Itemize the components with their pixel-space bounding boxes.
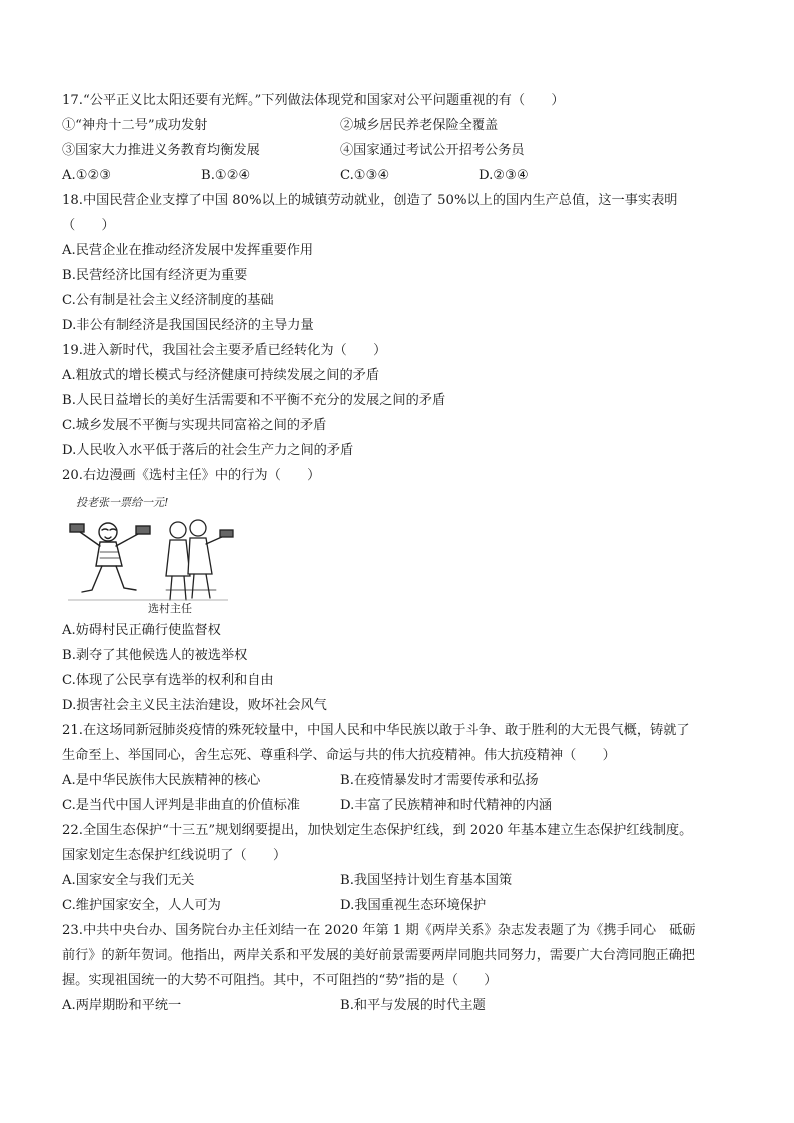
- question-21: [62, 718, 742, 818]
- villager-figures: [166, 520, 233, 600]
- question-18: [62, 188, 742, 338]
- option-d: D.非公有制经济是我国国民经济的主导力量: [62, 318, 314, 333]
- cartoon-figure: [62, 488, 742, 618]
- option-d: D.②③④: [479, 168, 529, 183]
- option-c: C.公有制是社会主义经济制度的基础: [62, 293, 274, 308]
- question-stem: 23.中共中央台办、国务院台办主任刘结一在 2020 年第 1 期《两岸关系》杂志发表题了为《携手同心 砥砺: [62, 923, 696, 938]
- question-stem: 生命至上、举国同心，舍生忘死、尊重科学、命运与共的伟大抗疫精神。伟大抗疫精神（ ）: [62, 748, 616, 763]
- question-stem: 前行》的新年贺词。他指出，两岸关系和平发展的美好前景需要两岸同胞共同努力，需要广大台湾同胞正确把: [62, 948, 695, 963]
- question-stem: 21.在这场同新冠肺炎疫情的殊死较量中，中国人民和中华民族以敢于斗争、敢于胜利的大无畏气概，铸就了: [62, 723, 690, 738]
- question-stem: 国家划定生态保护红线说明了（ ）: [62, 848, 287, 863]
- option-b: B.①②④: [201, 168, 251, 183]
- statement-1: ①“神舟十二号”成功发射: [62, 118, 208, 133]
- option-b: B.剥夺了其他候选人的被选举权: [62, 648, 248, 663]
- option-d: D.丰富了民族精神和时代精神的内涵: [340, 798, 553, 813]
- statement-2: ②城乡居民养老保险全覆盖: [340, 118, 499, 133]
- option-a: A.民营企业在推动经济发展中发挥重要作用: [62, 243, 314, 258]
- question-stem: 20.右边漫画《选村主任》中的行为（ ）: [62, 468, 321, 483]
- option-row: [62, 893, 742, 918]
- cartoon-speech: 投老张一票给一元!: [76, 496, 169, 509]
- option-c: C.①③④: [340, 168, 390, 183]
- option-d: D.我国重视生态环境保护: [340, 898, 487, 913]
- briber-figure: [70, 523, 150, 592]
- statement-row: [62, 138, 742, 163]
- option-c: C.城乡发展不平衡与实现共同富裕之间的矛盾: [62, 418, 327, 433]
- option-a: A.国家安全与我们无关: [62, 873, 195, 888]
- option-b: B.在疫情暴发时才需要传承和弘扬: [340, 773, 539, 788]
- option-b: B.我国坚持计划生育基本国策: [340, 873, 513, 888]
- option-row: [62, 868, 742, 893]
- option-row: [62, 993, 742, 1018]
- question-stem: 19.进入新时代，我国社会主要矛盾已经转化为（ ）: [62, 343, 387, 358]
- statement-3: ③国家大力推进义务教育均衡发展: [62, 143, 260, 158]
- question-19: [62, 338, 742, 463]
- option-c: C.是当代中国人评判是非曲直的价值标准: [62, 798, 300, 813]
- option-row: [62, 768, 742, 793]
- option-row: [62, 163, 742, 188]
- option-a: A.粗放式的增长模式与经济健康可持续发展之间的矛盾: [62, 368, 380, 383]
- option-c: C.体现了公民享有选举的权利和自由: [62, 673, 274, 688]
- question-stem: 17.“公平正义比太阳还要有光辉。”下列做法体现党和国家对公平问题重视的有（ ）: [62, 93, 565, 108]
- option-a: A.妨碍村民正确行使监督权: [62, 623, 221, 638]
- question-22: [62, 818, 742, 918]
- option-d: D.损害社会主义民主法治建设，败坏社会风气: [62, 698, 327, 713]
- question-stem: 22.全国生态保护“十三五”规划纲要提出，加快划定生态保护红线，到 2020 年基本建立生态保护红线制度。: [62, 823, 693, 838]
- question-20: [62, 463, 742, 718]
- option-b: B.人民日益增长的美好生活需要和不平衡不充分的发展之间的矛盾: [62, 393, 446, 408]
- option-b: B.和平与发展的时代主题: [340, 998, 486, 1013]
- question-stem: 18.中国民营企业支撑了中国 80%以上的城镇劳动就业，创造了 50%以上的国内生产总值，这一事实表明: [62, 193, 678, 208]
- question-23: [62, 918, 742, 1018]
- cartoon-illustration: [66, 490, 236, 614]
- question-list: [62, 88, 742, 1018]
- statement-4: ④国家通过考试公开招考公务员: [340, 143, 525, 158]
- option-a: A.是中华民族伟大民族精神的核心: [62, 773, 261, 788]
- question-stem: （ ）: [62, 218, 115, 233]
- option-b: B.民营经济比国有经济更为重要: [62, 268, 248, 283]
- option-a: A.①②③: [62, 168, 112, 183]
- option-d: D.人民收入水平低于落后的社会生产力之间的矛盾: [62, 443, 354, 458]
- option-a: A.两岸期盼和平统一: [62, 998, 182, 1013]
- option-row: [62, 793, 742, 818]
- cartoon-caption: 选村主任: [148, 602, 192, 614]
- option-c: C.维护国家安全，人人可为: [62, 898, 221, 913]
- question-17: [62, 88, 742, 188]
- question-stem: 握。实现祖国统一的大势不可阻挡。其中，不可阻挡的“势”指的是（ ）: [62, 973, 498, 988]
- statement-row: [62, 113, 742, 138]
